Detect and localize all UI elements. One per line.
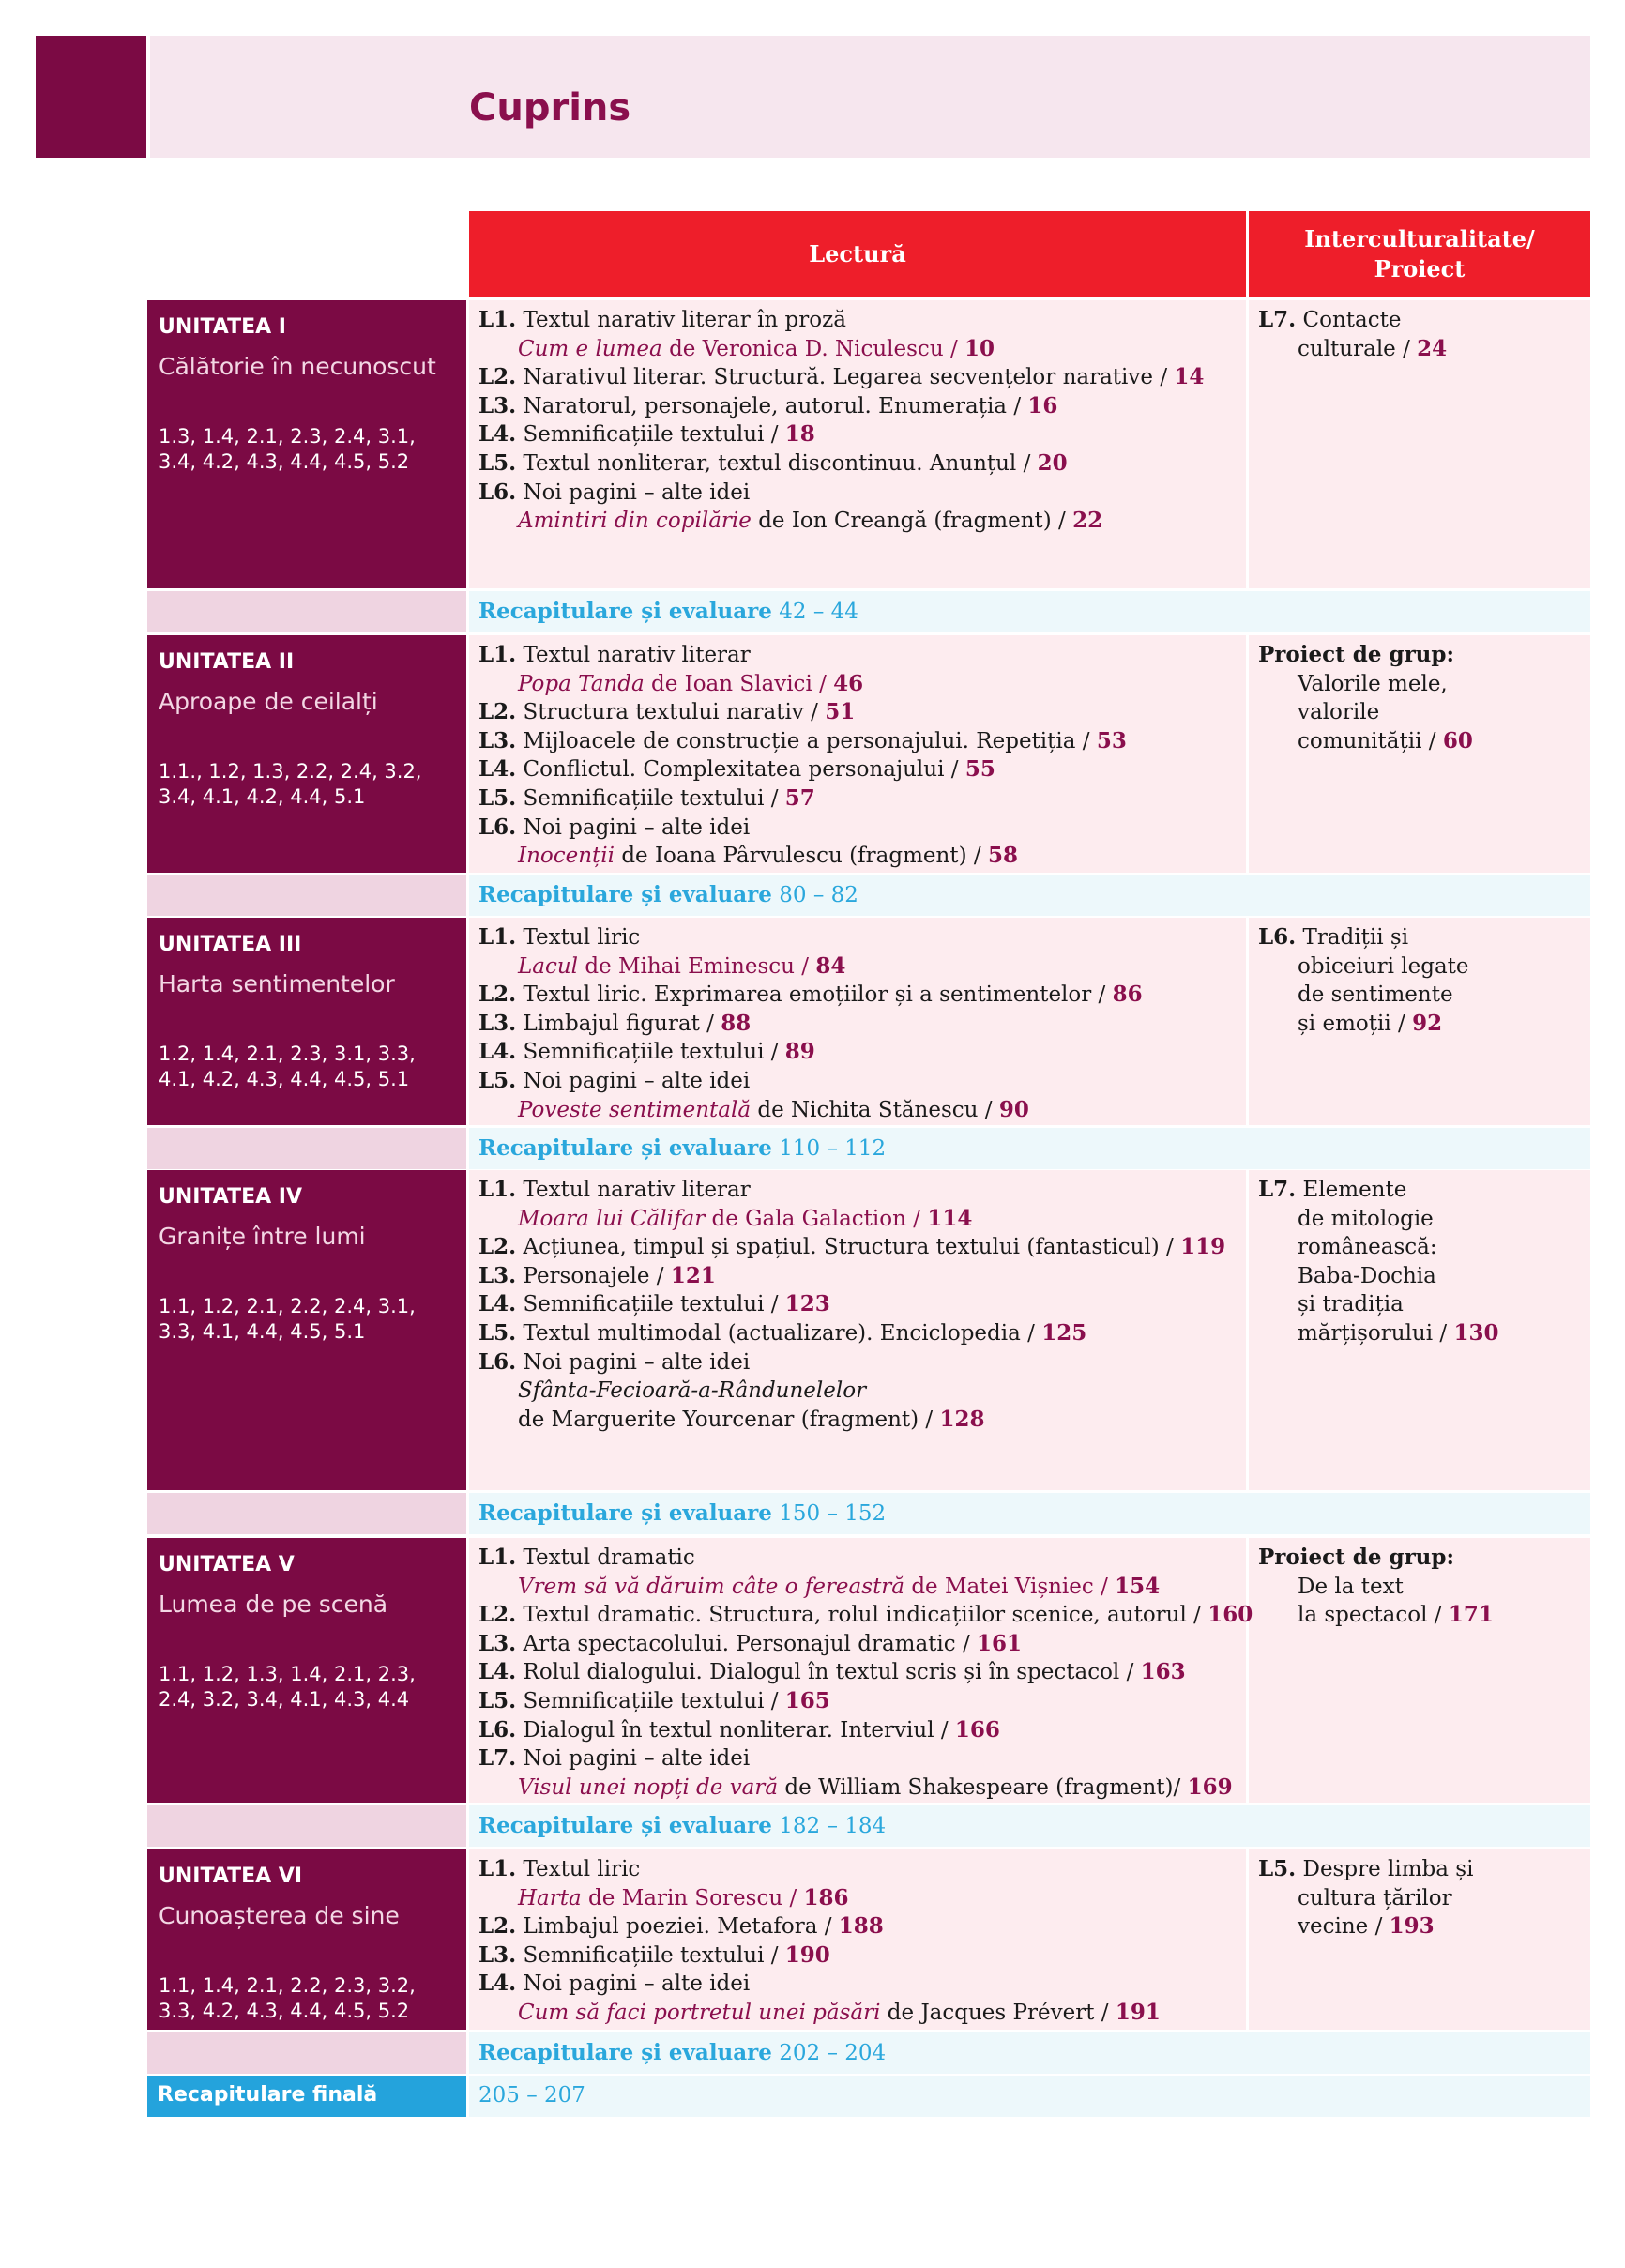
lesson-line — [478, 1658, 1186, 1686]
lesson-label: L6. — [478, 814, 517, 840]
lesson-line — [478, 1687, 830, 1715]
recap-label: Recapitulare și evaluare — [478, 1813, 772, 1838]
page-number: 128 — [939, 1406, 985, 1432]
project-line — [1298, 1573, 1404, 1601]
page-number: 186 — [803, 1884, 849, 1910]
lesson-text: Mijloacele de construcție a personajului. Repetiția / — [523, 728, 1097, 753]
unit-subtitle: Lumea de pe scenă — [159, 1591, 388, 1618]
recap-left-cell — [147, 1493, 466, 1534]
project-line — [1258, 1544, 1454, 1572]
lesson-label: L1. — [478, 924, 517, 950]
lesson-work-title: Harta — [518, 1885, 582, 1910]
header-accent-square — [36, 36, 146, 158]
lesson-label: L4. — [478, 1039, 517, 1065]
lesson-line — [478, 1348, 750, 1377]
project-text: și tradiția — [1298, 1292, 1404, 1317]
page-number: 14 — [1174, 364, 1205, 390]
lesson-line — [478, 1319, 1086, 1347]
lesson-text: Noi pagini – alte idei — [523, 1349, 751, 1375]
final-recap-label: Recapitulare finală — [158, 2083, 378, 2107]
project-line — [1258, 306, 1401, 334]
project-line — [1298, 1601, 1494, 1629]
page-number: 60 — [1442, 727, 1473, 753]
unit-cell — [147, 1170, 466, 1490]
project-line — [1298, 1262, 1436, 1290]
project-text: Tradiții și — [1302, 925, 1409, 950]
project-line — [1298, 1010, 1442, 1038]
lesson-label: L3. — [478, 1262, 517, 1288]
lesson-line — [518, 1573, 1160, 1601]
lesson-text: Noi pagini – alte idei — [523, 1971, 751, 1997]
project-text: culturale / — [1298, 336, 1418, 361]
project-line — [1258, 923, 1408, 951]
project-line — [1298, 981, 1453, 1009]
lesson-line — [478, 1544, 695, 1572]
lesson-label: L5. — [478, 1320, 517, 1346]
lesson-work-title: Cum să faci portretul unei păsări — [518, 2001, 881, 2025]
unit-cell — [147, 300, 466, 588]
recap-left-cell — [147, 875, 466, 916]
project-line — [1298, 1205, 1434, 1233]
recap-left-cell — [147, 591, 466, 632]
project-text: valorile — [1298, 700, 1380, 725]
lesson-line — [478, 1941, 830, 1970]
unit-competencies: 1.1, 1.4, 2.1, 2.2, 2.3, 3.2, 3.3, 4.2, 4.3, 4.4, 4.5, 5.2 — [159, 1974, 416, 2022]
lesson-text: Acțiunea, timpul și spațiul. Structura textului (fantasticul) / — [523, 1235, 1181, 1260]
lesson-line — [478, 1010, 751, 1038]
recap-label: Recapitulare și evaluare — [478, 1135, 772, 1161]
lesson-text: Textul narativ literar — [523, 1178, 751, 1202]
lesson-line — [518, 1884, 849, 1912]
page-number: 18 — [784, 421, 815, 448]
lesson-line — [478, 1038, 815, 1066]
page-number: 57 — [784, 785, 815, 811]
lesson-text: de Matei Vișniec / — [904, 1574, 1116, 1599]
lesson-text: Naratorul, personajele, autorul. Enumerația / — [523, 393, 1028, 419]
lesson-text: Textul nonliterar, textul discontinuu. Anunțul / — [523, 451, 1038, 476]
lesson-text: Structura textului narativ / — [523, 700, 826, 725]
lesson-text: de Marguerite Yourcenar (fragment) / — [518, 1407, 940, 1432]
lesson-work-title: Inocenții — [518, 844, 615, 869]
lesson-line — [478, 698, 855, 726]
lesson-line — [518, 1999, 1161, 2027]
recap-label: Recapitulare și evaluare — [478, 2040, 772, 2065]
project-line — [1258, 1855, 1473, 1883]
page-number: 114 — [927, 1205, 973, 1231]
lesson-label: L4. — [478, 756, 517, 783]
recap-label: Recapitulare și evaluare — [478, 1500, 772, 1526]
project-line — [1298, 1912, 1435, 1941]
lesson-label: L5. — [478, 1688, 517, 1713]
lesson-line — [518, 335, 995, 363]
page-number: 161 — [977, 1630, 1023, 1656]
lesson-work-title: Moara lui Călifar — [518, 1206, 706, 1231]
page-number: 130 — [1453, 1320, 1499, 1346]
lesson-label: L4. — [478, 1659, 517, 1685]
lesson-work-title: Cum e lumea — [518, 336, 662, 361]
lesson-text: Limbajul poeziei. Metafora / — [523, 1914, 839, 1940]
page-number: 121 — [670, 1262, 716, 1288]
lesson-text: de Mihai Eminescu / — [578, 953, 816, 979]
lesson-text: Noi pagini – alte idei — [523, 814, 751, 840]
project-text: cultura țărilor — [1298, 1885, 1452, 1910]
lesson-line — [478, 1176, 751, 1204]
lesson-label: L2. — [478, 699, 517, 725]
project-line — [1298, 670, 1448, 698]
recap-text — [478, 1134, 886, 1163]
lesson-line — [518, 1205, 972, 1233]
final-recap-pages: 205 – 207 — [478, 2083, 585, 2108]
lesson-text: Semnificațiile textului / — [523, 1040, 785, 1065]
lesson-label: L1. — [478, 1545, 517, 1570]
lesson-text: Textul dramatic — [523, 1545, 695, 1570]
project-label: L7. — [1258, 307, 1297, 332]
lesson-label: L3. — [478, 392, 517, 419]
page-number: 22 — [1072, 508, 1103, 534]
page-number: 165 — [784, 1688, 830, 1713]
recap-pages: 182 – 184 — [779, 1814, 887, 1838]
lesson-work-title: Lacul — [518, 953, 579, 979]
page-number: 191 — [1115, 2000, 1161, 2025]
recap-left-cell — [147, 1128, 466, 1169]
page-number: 92 — [1412, 1010, 1443, 1036]
lesson-text: de Gala Galaction / — [705, 1206, 928, 1231]
column-header-interculturalitate: Interculturalitate/ Proiect — [1249, 211, 1590, 297]
final-recap-pages-cell — [469, 2076, 1590, 2117]
lesson-line — [478, 641, 751, 669]
project-text: mărțișorului / — [1298, 1321, 1454, 1346]
unit-cell — [147, 918, 466, 1125]
lesson-text: Semnificațiile textului / — [523, 1689, 785, 1713]
lesson-text: Semnificațiile textului / — [523, 422, 785, 448]
project-text: românească: — [1298, 1235, 1437, 1260]
lesson-label: L7. — [478, 1745, 517, 1772]
lesson-text: Conflictul. Complexitatea personajului / — [523, 757, 965, 783]
unit-title: UNITATEA II — [159, 650, 295, 674]
lesson-work-title: Poveste sentimentală — [518, 1097, 752, 1122]
unit-competencies: 1.3, 1.4, 2.1, 2.3, 2.4, 3.1, 3.4, 4.2, 4.3, 4.4, 4.5, 5.2 — [159, 425, 416, 473]
lesson-text: Noi pagini – alte idei — [523, 479, 751, 505]
lesson-line — [518, 952, 845, 981]
unit-competencies: 1.1, 1.2, 2.1, 2.2, 2.4, 3.1, 3.3, 4.1, 4.4, 4.5, 5.1 — [159, 1295, 416, 1343]
lesson-line — [478, 981, 1143, 1009]
lesson-line — [478, 727, 1127, 755]
recap-text — [478, 1499, 886, 1528]
lesson-line — [478, 755, 995, 784]
lesson-text: Textul multimodal (actualizare). Enciclopedia / — [523, 1321, 1042, 1346]
lesson-label: L2. — [478, 364, 517, 390]
lesson-line — [478, 1290, 830, 1318]
page-number: 20 — [1037, 450, 1068, 476]
lesson-line — [478, 1233, 1225, 1261]
project-text: comunității / — [1298, 728, 1443, 753]
lesson-label: L2. — [478, 1602, 517, 1628]
page-number: 160 — [1207, 1602, 1253, 1628]
lesson-line — [518, 842, 1018, 870]
page-number: 154 — [1115, 1573, 1161, 1599]
recap-pages: 42 – 44 — [779, 600, 858, 624]
project-line — [1298, 1319, 1499, 1347]
page-number: 123 — [784, 1291, 830, 1317]
unit-title: UNITATEA I — [159, 315, 286, 339]
lesson-text: Limbajul figurat / — [523, 1011, 721, 1036]
lesson-line — [478, 1262, 716, 1290]
project-line — [1298, 1884, 1452, 1912]
unit-subtitle: Călătorie în necunoscut — [159, 353, 436, 380]
lesson-label: L4. — [478, 1291, 517, 1317]
page-number: 86 — [1112, 982, 1143, 1008]
recap-pages: 110 – 112 — [779, 1136, 887, 1161]
lesson-text: Semnificațiile textului / — [523, 1942, 785, 1968]
page-number: 10 — [964, 335, 995, 361]
lesson-text: Textul narativ literar în proză — [523, 308, 846, 332]
unit-title: UNITATEA IV — [159, 1185, 303, 1209]
lesson-text: Semnificațiile textului / — [523, 1292, 785, 1317]
lesson-line — [478, 1716, 1000, 1744]
unit-subtitle: Harta sentimentelor — [159, 970, 395, 997]
unit-title: UNITATEA III — [159, 933, 302, 956]
lesson-label: L3. — [478, 1630, 517, 1656]
lesson-line — [518, 1773, 1233, 1802]
project-line — [1298, 698, 1379, 726]
unit-subtitle: Cunoașterea de sine — [159, 1902, 400, 1929]
recap-text — [478, 2039, 886, 2067]
lesson-label: L4. — [478, 1971, 517, 1997]
lesson-line — [478, 923, 640, 951]
project-text: Valorile mele, — [1298, 671, 1448, 696]
unit-cell — [147, 1538, 466, 1803]
project-line — [1258, 1176, 1406, 1204]
unit-cell — [147, 1849, 466, 2030]
lesson-line — [478, 449, 1068, 478]
page-number: 24 — [1417, 335, 1448, 361]
project-label: L6. — [1258, 924, 1297, 950]
project-text: De la text — [1298, 1574, 1404, 1599]
lesson-text: Textul dramatic. Structura, rolul indicațiilor scenice, autorul / — [523, 1603, 1208, 1628]
project-line — [1258, 641, 1454, 669]
page-number: 90 — [998, 1096, 1029, 1122]
project-text: de sentimente — [1298, 982, 1453, 1008]
project-text: la spectacol / — [1298, 1603, 1449, 1628]
project-text: obiceiuri legate — [1298, 953, 1469, 979]
lesson-line — [478, 392, 1057, 420]
page-number: 51 — [825, 699, 856, 725]
page-number: 84 — [815, 952, 846, 979]
page-number: 163 — [1140, 1659, 1186, 1685]
project-text: Baba-Dochia — [1298, 1263, 1436, 1288]
lesson-line — [478, 1067, 750, 1095]
project-label: Proiect de grup: — [1258, 1545, 1454, 1570]
project-text: și emoții / — [1298, 1011, 1413, 1036]
lesson-label: L5. — [478, 450, 517, 476]
lesson-text: de Ioan Slavici / — [644, 671, 834, 696]
lesson-work-title: Amintiri din copilărie — [518, 509, 752, 534]
lesson-text: de William Shakespeare (fragment)/ — [778, 1774, 1188, 1800]
project-line — [1298, 952, 1469, 981]
recap-text — [478, 598, 858, 626]
lesson-text: de Nichita Stănescu / — [751, 1097, 999, 1122]
page-number: 16 — [1027, 392, 1058, 419]
unit-title: UNITATEA V — [159, 1553, 295, 1576]
page-number: 190 — [784, 1941, 830, 1968]
lesson-text: Personajele / — [523, 1263, 671, 1288]
page-number: 88 — [721, 1010, 752, 1036]
lesson-label: L1. — [478, 642, 517, 667]
lesson-line — [518, 507, 1102, 535]
project-text: vecine / — [1298, 1914, 1390, 1940]
page-number: 119 — [1180, 1234, 1226, 1260]
lesson-text: Arta spectacolului. Personajul dramatic / — [523, 1631, 978, 1656]
page-number: 169 — [1187, 1773, 1233, 1800]
lesson-line — [518, 1377, 866, 1405]
unit-title: UNITATEA VI — [159, 1865, 303, 1888]
recap-text — [478, 1812, 886, 1840]
page-number: 89 — [784, 1039, 815, 1065]
unit-competencies: 1.1., 1.2, 1.3, 2.2, 2.4, 3.2, 3.4, 4.1, 4.2, 4.4, 5.1 — [159, 760, 422, 808]
lesson-label: L3. — [478, 727, 517, 753]
lesson-label: L6. — [478, 479, 517, 505]
project-line — [1298, 727, 1473, 755]
recap-left-cell — [147, 2032, 466, 2074]
lesson-text: Textul liric — [523, 1857, 641, 1881]
lesson-label: L6. — [478, 1716, 517, 1743]
lesson-text: Textul liric — [523, 925, 641, 950]
project-line — [1298, 335, 1447, 363]
lesson-label: L1. — [478, 307, 517, 332]
recap-pages: 150 – 152 — [779, 1501, 887, 1526]
lesson-work-title: Sfânta-Fecioară-a-Rândunelelor — [518, 1378, 867, 1404]
lesson-line — [478, 306, 846, 334]
lesson-label: L2. — [478, 982, 517, 1008]
unit-subtitle: Aproape de ceilalți — [159, 688, 378, 715]
lesson-line — [478, 784, 815, 813]
lesson-work-title: Popa Tanda — [518, 671, 645, 696]
lesson-line — [478, 479, 750, 507]
page-number: 46 — [833, 670, 864, 696]
lesson-text: Dialogul în textul nonliterar. Interviul / — [523, 1717, 955, 1743]
lesson-line — [478, 1744, 750, 1773]
lesson-line — [478, 1601, 1253, 1629]
lesson-label: L2. — [478, 1234, 517, 1260]
recap-pages: 202 – 204 — [779, 2041, 887, 2065]
recap-label: Recapitulare și evaluare — [478, 882, 772, 907]
lesson-label: L3. — [478, 1941, 517, 1968]
page-number: 171 — [1448, 1602, 1494, 1628]
page-number: 188 — [838, 1913, 884, 1940]
lesson-line — [518, 1406, 984, 1434]
project-label: Proiect de grup: — [1258, 642, 1454, 667]
unit-competencies: 1.2, 1.4, 2.1, 2.3, 3.1, 3.3, 4.1, 4.2, 4.3, 4.4, 4.5, 5.1 — [159, 1043, 416, 1090]
recap-label: Recapitulare și evaluare — [478, 599, 772, 624]
lesson-line — [518, 1096, 1029, 1124]
column-header-lectura: Lectură — [469, 211, 1246, 297]
lesson-label: L1. — [478, 1856, 517, 1881]
lesson-text: de Veronica D. Niculescu / — [661, 336, 965, 361]
project-line — [1298, 1233, 1437, 1261]
lesson-line — [478, 1912, 884, 1941]
project-text: Contacte — [1302, 308, 1402, 332]
lesson-label: L1. — [478, 1177, 517, 1202]
recap-pages: 80 – 82 — [779, 883, 858, 907]
lesson-text: Noi pagini – alte idei — [523, 1069, 751, 1093]
lesson-label: L3. — [478, 1010, 517, 1036]
lesson-line — [478, 814, 750, 842]
lesson-text: de Marin Sorescu / — [581, 1885, 804, 1910]
lesson-label: L5. — [478, 785, 517, 811]
unit-competencies: 1.1, 1.2, 1.3, 1.4, 2.1, 2.3, 2.4, 3.2, 3.4, 4.1, 4.3, 4.4 — [159, 1663, 416, 1711]
project-text: Elemente — [1302, 1178, 1407, 1202]
unit-cell — [147, 635, 466, 873]
project-text: de mitologie — [1298, 1206, 1434, 1231]
lesson-text: de Ioana Pârvulescu (fragment) / — [615, 844, 988, 869]
lesson-text: Semnificațiile textului / — [523, 786, 785, 811]
page-number: 53 — [1096, 727, 1127, 753]
lesson-line — [478, 1630, 1022, 1658]
lesson-text: Noi pagini – alte idei — [523, 1746, 751, 1772]
project-label: L7. — [1258, 1177, 1297, 1202]
recap-left-cell — [147, 1805, 466, 1847]
recap-text — [478, 881, 858, 909]
lesson-text: de Jacques Prévert / — [880, 2001, 1116, 2025]
lesson-label: L2. — [478, 1913, 517, 1940]
lesson-label: L6. — [478, 1348, 517, 1375]
page-number: 125 — [1041, 1320, 1087, 1346]
lesson-line — [518, 670, 863, 698]
project-line — [1298, 1290, 1404, 1318]
page-number: 58 — [987, 843, 1018, 869]
lesson-line — [478, 363, 1204, 391]
lesson-text: Textul narativ literar — [523, 643, 751, 667]
lesson-line — [478, 1970, 750, 1998]
page-number: 55 — [964, 756, 995, 783]
lesson-line — [478, 1855, 640, 1883]
project-text: Despre limba și — [1302, 1857, 1474, 1881]
lesson-text: de Ion Creangă (fragment) / — [751, 509, 1073, 534]
page-number: 166 — [954, 1716, 1000, 1743]
lesson-label: L5. — [478, 1068, 517, 1093]
lesson-work-title: Vrem să vă dăruim câte o fereastră — [518, 1574, 905, 1599]
lesson-text: Rolul dialogului. Dialogul în textul scris și în spectacol / — [523, 1660, 1141, 1685]
lesson-work-title: Visul unei nopți de vară — [518, 1774, 779, 1800]
lesson-line — [478, 420, 815, 449]
header-band — [150, 36, 1590, 158]
project-label: L5. — [1258, 1856, 1297, 1881]
lesson-text: Narativul literar. Structură. Legarea secvențelor narative / — [523, 365, 1175, 390]
page-title: Cuprins — [469, 86, 631, 129]
lesson-text: Textul liric. Exprimarea emoțiilor și a sentimentelor / — [523, 982, 1113, 1008]
lesson-label: L4. — [478, 421, 517, 448]
unit-subtitle: Granițe între lumi — [159, 1223, 366, 1250]
page-number: 193 — [1389, 1913, 1435, 1940]
